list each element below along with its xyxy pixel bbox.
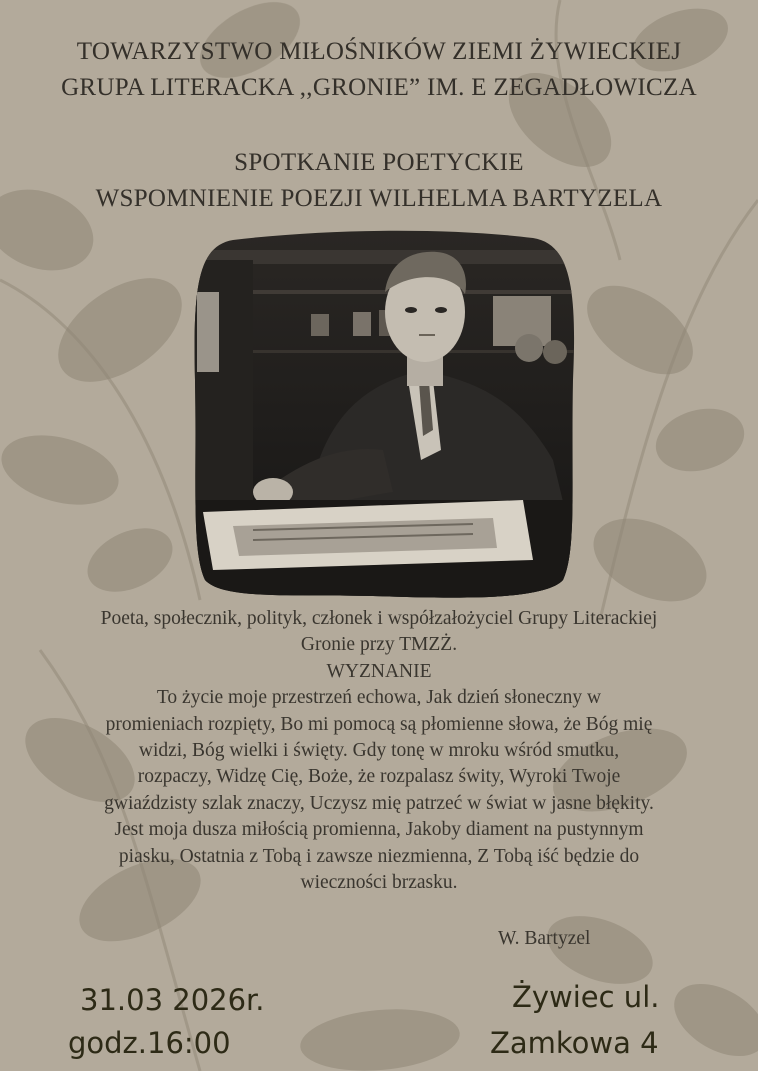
poem-line: wieczności brzasku. <box>300 872 458 894</box>
poem-title: WYZNANIE <box>326 660 432 682</box>
biography-line: Poeta, społecznik, polityk, członek i współzałożyciel Grupy Literackiej <box>100 608 658 629</box>
portrait-photo <box>193 230 577 602</box>
poem-line: piasku, Ostatnia z Tobą i zawsze niezmienna, Z Tobą iść będzie do <box>118 845 640 867</box>
poem-line: widzi, Bóg wielki i święty. Gdy tonę w mroku wśród smutku, <box>138 740 620 762</box>
poem-author: W. Bartyzel <box>498 928 591 949</box>
poem-line: rozpaczy, Widzę Cię, Boże, że rozpalasz świty, Wyroki Twoje <box>137 766 621 788</box>
event-subtitle: WSPOMNIENIE POEZJI WILHELMA BARTYZELA <box>95 185 663 212</box>
poet-biography <box>16 606 742 896</box>
poem-line: To życie moje przestrzeń echowa, Jak dzień słoneczny w <box>156 687 602 709</box>
event-title: SPOTKANIE POETYCKIE <box>234 149 524 176</box>
poem-line: Jest moja dusza miłością promienna, Jakoby diament na pustynnym <box>114 819 644 841</box>
poem-line: promieniach rozpięty, Bo mi pomocą są płomienne słowa, że Bóg mię <box>105 713 653 735</box>
literary-group-name: GRUPA LITERACKA ,,GRONIE” IM. E ZEGADŁOWICZA <box>61 74 697 101</box>
organization-name: TOWARZYSTWO MIŁOŚNIKÓW ZIEMI ŻYWIECKIEJ <box>76 38 682 65</box>
event-address-line: Żywiec ul. <box>512 980 660 1014</box>
event-time: godz.16:00 <box>68 1026 231 1060</box>
poem-line: gwiaździsty szlak znaczy, Uczysz mię patrzeć w świat w jasne błękity. <box>104 792 654 814</box>
biography-line: Gronie przy TMZŻ. <box>300 634 458 656</box>
event-date: 31.03 2026r. <box>80 983 265 1017</box>
event-address-street: Zamkowa 4 <box>490 1026 659 1060</box>
